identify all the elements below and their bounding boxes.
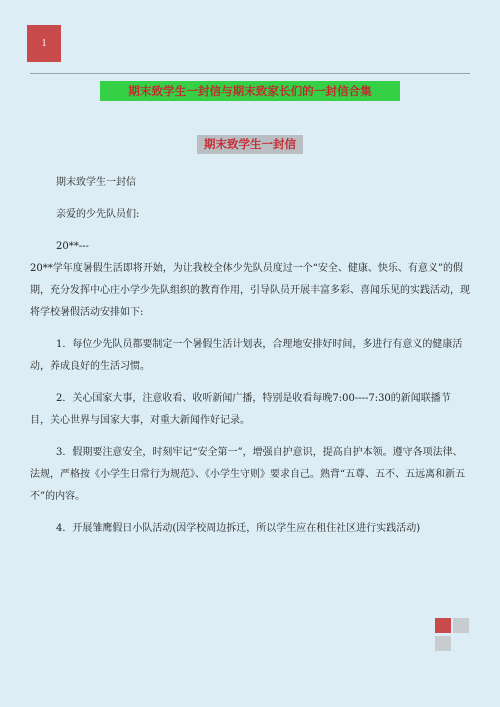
letter-intro-paragraph: 20**学年度暑假生活即将开始，为让我校全体少先队员度过一个“安全、健康、快乐、有意义”的假期，充分发挥中心庄小学少先队组织的教育作用，引导队员开展丰富多彩、喜闻乐见的实践活动，现将学校暑假活动安排如下:: [30, 263, 470, 318]
corner-square-grey-bottom: [435, 636, 451, 651]
corner-square-red: [435, 618, 451, 633]
letter-item-4: 4．开展雏鹰假日小队活动(因学校周边拆迁，所以学生应在租住社区进行实践活动): [56, 523, 421, 534]
letter-item-1: 1．每位少先队员都要制定一个暑假生活计划表，合理地安排好时间，多进行有意义的健康活动，养成良好的生活习惯。: [30, 339, 463, 372]
letter-title: 期末致学生一封信: [197, 135, 303, 154]
corner-decoration: [435, 618, 471, 652]
header-divider: [30, 73, 470, 74]
letter-date-line: 20**---: [56, 241, 89, 252]
document-title: 期末致学生一封信与期末致家长们的一封信合集: [100, 81, 400, 101]
page-number-badge: [27, 25, 61, 62]
letter-heading-line: 期末致学生一封信: [56, 177, 136, 188]
letter-item-2: 2．关心国家大事，注意收看、收听新闻广播，特别是收看每晚7:00----7:30的新闻联播节目，关心世界与国家大事，对重大新闻作好记录。: [30, 393, 451, 426]
corner-square-grey-right: [453, 618, 469, 633]
letter-greeting: 亲爱的少先队员们:: [56, 209, 140, 220]
page-number: 1: [41, 38, 47, 49]
letter-item-3: 3．假期要注意安全，时刻牢记“安全第一”，增强自护意识，提高自护本领。遵守各项法律、法规，严格按《小学生日常行为规范》、《小学生守则》要求自己。熟背“五尊、五不、五远离和新五不”的内容。: [30, 447, 466, 502]
letter-body: [30, 172, 470, 540]
